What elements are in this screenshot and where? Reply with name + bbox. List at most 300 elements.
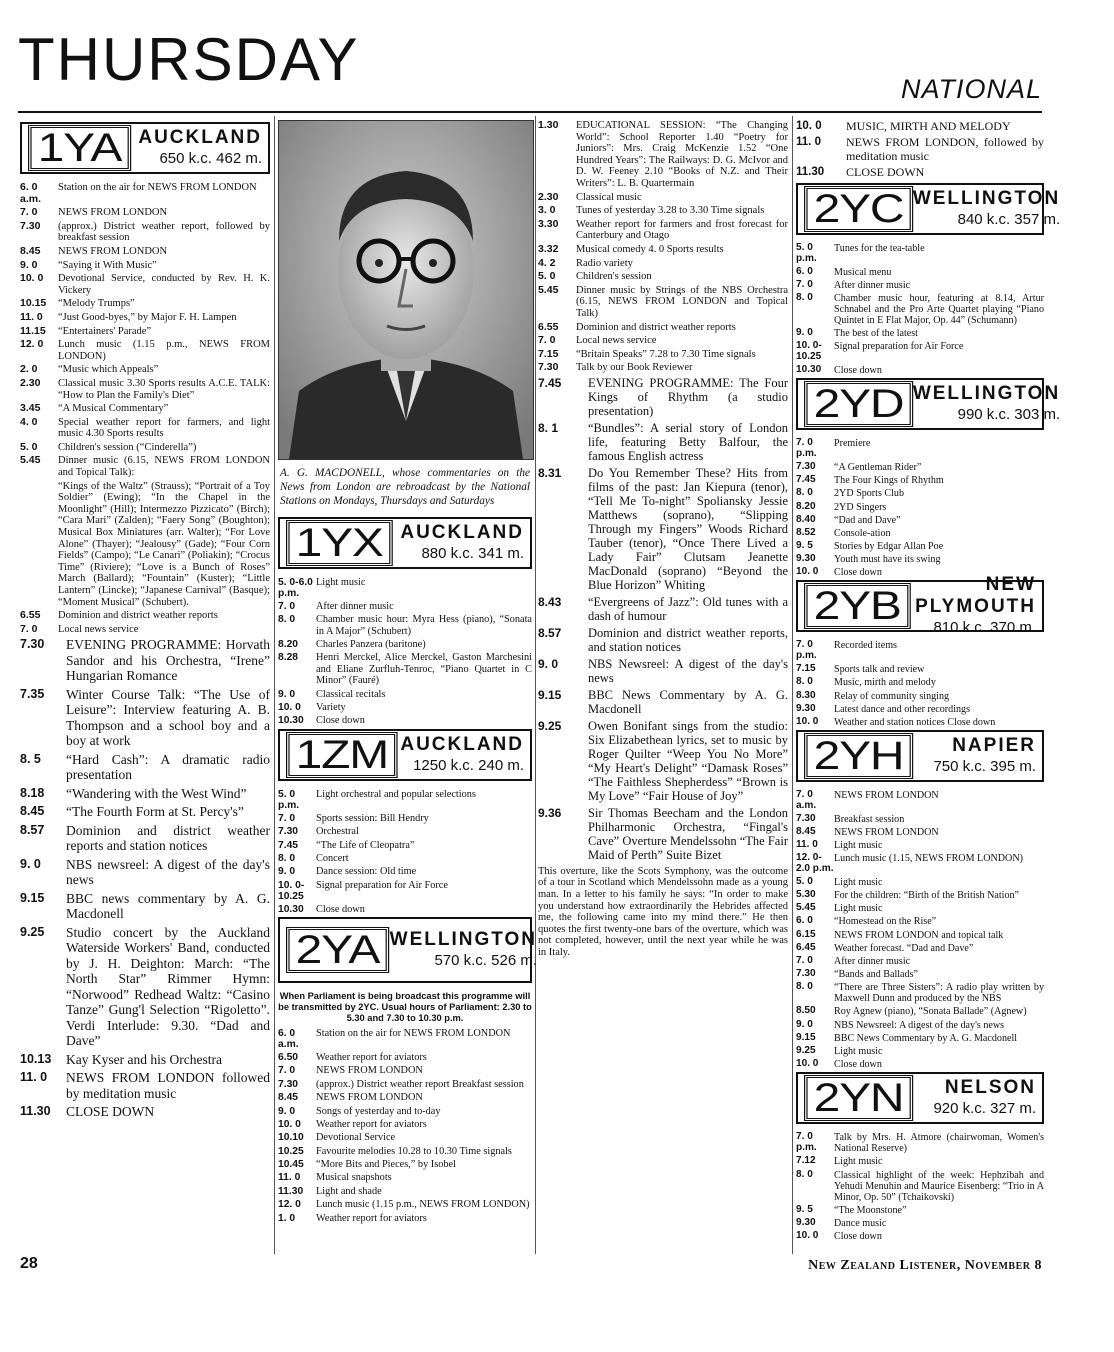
programme-entry [796,1218,1044,1229]
programme-entry [278,1065,532,1076]
publication-line: New Zealand Listener, November 8 [808,1258,1042,1273]
entry-time: 5. 0 [796,876,813,887]
programme-entry [796,1170,1044,1203]
entry-time: 8.50 [796,1005,816,1017]
entry-time: 2.30 [20,376,41,389]
entry-time: 7.15 [796,663,816,675]
entry-time: 12. 0-2.0 p.m. [796,852,834,875]
entry-text: NBS Newsreel: A digest of the day's news [588,656,788,685]
programme-entry [796,877,1044,888]
entry-text: “Saying it With Music” [58,259,157,271]
station-info [390,929,537,971]
entry-text: Music, mirth and melody [834,677,936,689]
entry-text: After dinner music [834,279,911,291]
entry-text: Variety [316,701,346,713]
programme-entry [796,969,1044,980]
programme-list [278,789,532,916]
entry-text: Dinner music (6.15, NEWS FROM LONDON and Topical Talk): [58,455,270,479]
entry-time: 7. 0 [20,206,38,219]
entry-time: 10. 0-10.25 [278,879,305,902]
entry-time: 7.30 [20,637,45,652]
entry-text: “Music which Appeals” [58,364,159,376]
programme-list [796,243,1044,377]
programme-entry [278,577,532,599]
entry-time: 3.32 [538,242,559,255]
entry-time: 7. 0 [796,278,813,290]
entry-text: MUSIC, MIRTH AND MELODY [846,119,1011,133]
entry-time: 5.45 [538,283,559,296]
programme-entry [796,677,1044,688]
programme-entry [278,853,532,864]
programme-entry [278,689,532,700]
entry-time: 11. 0 [796,839,818,851]
page-title: THURSDAY [18,26,360,93]
entry-time: 8.20 [278,639,299,651]
programme-entry [796,1205,1044,1216]
entry-text: After dinner music [316,600,394,612]
programme-entry [20,752,270,783]
station-name: WELLINGTON [912,383,1061,405]
entry-time: 7.30 [796,967,816,979]
entry-text: NEWS FROM LONDON [58,207,168,219]
entry-time: 10.15 [20,297,47,310]
programme-entry [538,335,788,347]
entry-text: Station on the air for NEWS FROM LONDON [58,182,257,193]
programme-entry [796,267,1044,278]
entry-text: “Melody Trumps” [58,298,135,310]
entry-text: Breakfast session [834,813,905,825]
entry-text: 2YD Sports Club [834,488,904,500]
station-info [913,188,1060,230]
entry-text: NEWS FROM LONDON [316,1065,423,1077]
station-logo: 2YD [804,381,913,427]
entry-text: For the children: “Birth of the British Nation” [834,890,1020,902]
entry-time: 5. 0-6.0 p.m. [278,576,313,599]
entry-text: Chamber music hour, featuring at 8.14, Artur Schnabel and the Pro Arte Quartet playing “Piano Quintet in E Flat Major, Op. 44” (Schumann) [834,292,1044,327]
programme-entry [20,481,270,609]
entry-text: Tunes of yesterday 3.28 to 3.30 Time signals [576,205,765,217]
programme-entry [20,273,270,296]
entry-text: Sports talk and review [834,664,925,676]
programme-entry [796,1132,1044,1154]
entry-time: 7. 0 [278,600,296,612]
entry-text: Chamber music hour: Myra Hess (piano), “Sonata in A Major” (Schubert) [316,614,532,637]
entry-text: After dinner music [834,955,911,967]
station-logo: 1YX [286,520,392,566]
entry-text: Lunch music (1.15 p.m., NEWS FROM LONDON) [58,339,270,362]
entry-time: 8.31 [538,465,562,480]
entry-time: 9. 0 [20,856,41,871]
entry-text: Console-ation [834,527,891,539]
station-header [278,917,537,983]
programme-entry [20,891,270,922]
entry-text: Relay of community singing [834,690,950,702]
station-frequency: 1250 k.c. 240 m. [413,756,524,774]
station-frequency: 920 k.c. 327 m. [933,1100,1036,1118]
programme-entry [796,120,1044,133]
station-frequency: 650 k.c. 462 m. [159,150,262,167]
programme-entry [278,702,532,713]
entry-text: 2YD Singers [834,501,887,513]
programme-entry [796,1059,1044,1070]
entry-time: 1.30 [538,119,559,131]
programme-entry [20,1104,270,1120]
entry-time: 7. 0 a.m. [796,788,817,811]
entry-time: 10. 0 [796,1230,819,1242]
station-name: AUCKLAND [138,127,262,148]
programme-entry [278,1213,532,1224]
station-logo: 1ZM [286,732,398,778]
entry-time: 9.30 [796,702,816,714]
entry-time: 9.25 [20,924,45,939]
entry-time: 7. 0 [538,334,556,347]
station-name: AUCKLAND [400,521,524,543]
entry-time: 9.15 [20,890,45,905]
programme-entry [278,904,532,915]
programme-entry [20,823,270,854]
programme-entry [538,466,788,592]
entry-time: 10. 0 [796,566,819,578]
entry-text: Local news service [58,623,139,635]
programme-entry [278,1159,532,1170]
entry-time: 8.57 [20,822,45,837]
entry-time: 10.25 [278,1145,304,1157]
entry-text: “Just Good-byes,” by Major F. H. Lampen [58,311,237,323]
programme-entry [278,1199,532,1210]
programme-entry [796,438,1044,460]
portrait-photo [278,120,534,460]
entry-text: NEWS FROM LONDON [834,826,939,838]
entry-time: 8.43 [538,594,562,609]
station-frequency: 810 k.c. 370 m. [933,619,1036,637]
entry-time: 7.30 [796,812,816,824]
entry-text: Station on the air for NEWS FROM LONDON [316,1027,511,1039]
programme-entry [796,943,1044,954]
entry-text: “A Musical Commentary” [58,403,169,415]
entry-text: Light music [834,1156,883,1168]
entry-text: Devotional Service, conducted by Rev. H. K. Vickery [58,273,270,296]
entry-text: EDUCATIONAL SESSION: “The Changing World”: School Reporter 1.40 “Poetry for Juniors”: Mrs. Craig McKenzie 1.52 “One Hundred Years”: The Railways: D. G. McIvor and D. W. Feeney 2.10 “Books of N.Z. and Their Writers”: L. B. Quartermain [576,120,788,189]
entry-text: Dominion and district weather reports [576,321,736,333]
entry-time: 5. 0 p.m. [796,241,817,264]
entry-text: Children's session [576,271,652,283]
programme-entry [278,840,532,851]
entry-text: EVENING PROGRAMME: Horvath Sandor and his Orchestra, “Irene” Hungarian Romance [66,637,270,684]
station-frequency: 570 k.c. 526 m. [434,952,537,970]
entry-time: 6.15 [796,928,816,940]
programme-entry [796,328,1044,339]
programme-entry [538,271,788,283]
entry-text: Do You Remember These? Hits from films of the past: Jan Kiepura (tenor), “Tell Me To-night” Spoliansky Jessie Matthews (soprano), “Slipping Through my Fingers” Woods Richard Tauber (tenor), “Once There Lived a Lady Fair” Clutsam Jeanette MacDonald (soprano) “Beyond the Blue Horizon” Whiting [588,465,788,592]
entry-text: NEWS FROM LONDON [316,1092,423,1104]
programme-entry [538,349,788,361]
entry-time: 7.30 [538,361,559,374]
entry-time: 7.30 [278,826,299,838]
station-info [397,734,524,776]
network-label: NATIONAL [900,74,1042,104]
entry-time: 3.45 [20,402,41,415]
entry-time: 7. 0 [278,1065,296,1077]
station-logo: 2YN [804,1075,913,1121]
entry-text: Close down [834,567,882,579]
station-name: NAPIER [952,734,1036,756]
programme-entry [796,1006,1044,1017]
programme-list [796,640,1044,728]
entry-time: 10. 0 [20,272,44,285]
station-frequency: 750 k.c. 395 m. [933,757,1036,775]
programme-list [538,120,788,374]
entry-text: Dinner music by Strings of the NBS Orchestra (6.15, NEWS FROM LONDON and Topical Talk) [576,284,788,319]
programme-entry [278,1106,532,1117]
entry-text: Close down [834,1058,882,1070]
entry-time: 10. 0 [796,715,819,727]
entry-time: 7.30 [278,1078,299,1090]
parliament-note: When Parliament is being broadcast this programme will be transmitted by 2YC. Usual hours of Parliament: 2.30 to 5.30 and 7.30 to 10.30 p.m. [278,991,532,1024]
programme-entry [796,640,1044,662]
entry-text: Musical menu [834,266,892,278]
programme-entry [278,715,532,726]
programme-entry [20,207,270,219]
entry-text: Light music [316,576,366,588]
entry-time: 9.36 [538,805,562,820]
entry-text: “Dad and Dave” [834,514,901,526]
entry-text: Talk by Mrs. H. Atmore (chairwoman, Women's National Reserve) [834,1132,1044,1155]
programme-entry [538,244,788,256]
entry-time: 7. 0 [278,812,296,824]
entry-time: 8.52 [796,526,816,538]
entry-time: 10.13 [20,1051,52,1066]
entry-time: 11. 0 [796,136,821,149]
programme-entry [796,664,1044,675]
entry-time: 3.30 [538,217,559,230]
entry-text: CLOSE DOWN [66,1104,155,1120]
programme-entry [796,691,1044,702]
programme-entry [796,475,1044,486]
entry-time: 7.45 [538,375,562,390]
entry-time: 9. 0 [20,258,38,271]
entry-text: “Bundles”: A serial story of London life, featuring Betty Balfour, the famous English actress [588,420,788,463]
programme-entry [20,637,270,684]
programme-entry [796,554,1044,565]
programme-entry [796,1231,1044,1242]
programme-entry [796,853,1044,875]
entry-time: 11. 0 [278,1172,301,1184]
programme-entry [538,205,788,217]
programme-entry [796,840,1044,851]
programme-entry [796,341,1044,363]
entry-text: Classical music [576,191,642,203]
entry-time: 5.45 [796,902,816,914]
entry-text: Stories by Edgar Allan Poe [834,541,944,553]
programme-entry [796,515,1044,526]
programme-entry [20,1052,270,1068]
entry-text: “Hard Cash”: A dramatic radio presentation [66,751,270,783]
entry-time: 6.55 [538,320,559,333]
programme-entry [796,956,1044,967]
entry-time: 5. 0 [20,440,38,453]
entry-text: Charles Panzera (baritone) [316,639,426,651]
entry-time: 7.15 [538,347,559,360]
entry-time: 8.45 [796,825,816,837]
entry-text: “Kings of the Waltz” (Strauss); “Portrait of a Toy Soldier” (Ewing); “In the Chapel in the Moonlight” (Hill); Intermezzo Pizzicato” (Birch); “Cara Mari” (Zalden); “Faery Song” (Boughton); Musical Box Miniatures (arr. Walter); “For Love Alone” (Thayer); “Jealousy” (Gade); “Four Corn Fields” (Campo); “Le Canari” (Poliakin); “Crocus Time” (Riviere); “Love is a Bunch of Roses” March (Ballard); “Fountain” (Kuster); “Little Lantern” (Lincke); “Japanese Carnival” (Basque); “Moment Musical” (Schubert). [58,480,270,608]
entry-time: 7.12 [796,1155,816,1167]
programme-entry [796,814,1044,825]
entry-text: Studio concert by the Auckland Waterside Workers' Band, conducted by J. H. Deighton: March: “The North Star” Rimmer Hymn: “Norwood” Redhead Waltz: “Casino Tanze” Gung'l Selection “Rigoletto”. Verdi Interlude: 9.30. “Dad and Dave” [66,924,270,1049]
entry-time: 11.30 [796,166,825,179]
station-header [796,183,1061,235]
entry-time: 8.18 [20,785,45,800]
entry-text: Classical highlight of the week: Hephzibah and Yehudi Menuhin and Maurice Eisenberg: “Trio in A Minor, Op. 50” (Tchaikovski) [834,1169,1044,1203]
entry-text: NEWS FROM LONDON, followed by meditation music [846,135,1044,163]
entry-text: Talk by our Book Reviewer [576,362,693,374]
entry-text: Dominion and district weather reports, and station notices [588,625,788,654]
entry-text: BBC News Commentary by A. G. Macdonell [588,687,788,716]
programme-entry [796,488,1044,499]
entry-text: Weather report for aviators [316,1212,427,1224]
entry-text: Weather forecast. “Dad and Dave” [834,942,974,954]
entry-time: 8. 0 [796,291,813,303]
programme-entry [278,601,532,612]
programme-entry [20,455,270,478]
programme-entry [278,1119,532,1130]
entry-time: 7. 0 p.m. [796,437,817,460]
entry-text: EVENING PROGRAMME: The Four Kings of Rhythm (a studio presentation) [588,375,788,418]
photo-caption: A. G. MACDONELL, whose commentaries on the News from London are rebroadcast by the National Stations on Mondays, Thursdays and Saturdays [280,467,530,508]
station-name: NEW PLYMOUTH [915,574,1036,618]
entry-time: 9.30 [796,1217,816,1229]
programme-list [278,1028,532,1224]
entry-time: 8.28 [278,652,299,664]
entry-text: NEWS FROM LONDON and topical talk [834,929,1004,941]
entry-time: 7. 0 p.m. [796,639,817,662]
entry-text: Signal preparation for Air Force [316,879,448,891]
station-info [913,383,1060,425]
programme-entry [796,462,1044,473]
entry-time: 11.30 [20,1104,51,1119]
entry-text: Weather and station notices Close down [834,716,996,728]
station-logo: 2YC [804,186,913,232]
entry-time: 6.55 [20,609,41,622]
entry-time: 9. 0 [796,327,813,339]
programme-entry [20,624,270,636]
station-name: NELSON [944,1077,1036,1099]
entry-text: Premiere [834,438,871,450]
entry-time: 9.30 [796,553,816,565]
programme-entry [796,790,1044,812]
entry-text: “The Life of Cleopatra” [316,839,415,851]
entry-time: 8.20 [796,500,816,512]
programme-entry [20,260,270,272]
station-logo: 2YH [804,733,913,779]
entry-time [20,481,58,609]
entry-text: Light orchestral and popular selections [316,788,476,800]
programme-list [796,790,1044,1070]
entry-time: 9. 0 [278,688,296,700]
entry-text: Songs of yesterday and to-day [316,1105,441,1117]
programme-entry [538,322,788,334]
entry-text: (approx.) District weather report Breakfast session [316,1078,524,1090]
programme-list [20,637,270,1120]
entry-text: Sports session: Bill Hendry [316,812,429,824]
station-header [796,378,1061,430]
programme-entry [278,880,532,902]
programme-entry [796,930,1044,941]
programme-entry [796,280,1044,291]
entry-time: 10. 0-10.25 [796,340,822,363]
entry-text: Owen Bonifant sings from the studio: Six Elizabethean lyrics, set to music by Roger Quilter “Weep You No More” “My Heart's Delight” “Damask Roses” “The Faithless Shepherdess” “Brown is My Love” “Fair House of Joy” [588,718,788,803]
column-divider [792,116,793,1254]
entry-time: 8. 0 [796,981,813,993]
entry-time: 7. 0 [20,622,38,635]
column-3 [538,120,788,959]
entry-text: “Evergreens of Jazz”: Old tunes with a dash of humour [588,594,788,623]
entry-time: 7.30 [796,461,816,473]
programme-entry [538,595,788,623]
entry-text: Favourite melodies 10.28 to 10.30 Time signals [316,1145,512,1157]
programme-entry [278,1079,532,1090]
station-name: AUCKLAND [400,733,524,755]
programme-entry [538,285,788,320]
station-frequency: 880 k.c. 341 m. [421,544,524,562]
programme-entry [796,717,1044,728]
programme-entry [538,362,788,374]
entry-time: 10. 0 [796,1057,819,1069]
programme-list [278,577,532,727]
entry-time: 12. 0 [278,1199,301,1211]
entry-text: BBC News Commentary by A. G. Macdonell [834,1032,1018,1044]
programme-entry [20,312,270,324]
station-info [913,735,1036,777]
programme-entry [796,528,1044,539]
programme-entry [278,866,532,877]
entry-time: 12. 0 [20,338,44,351]
programme-entry [796,365,1044,376]
entry-time: 9. 0 [278,1105,296,1117]
programme-entry [20,442,270,454]
entry-text: Henri Merckel, Alice Merckel, Gaston Marchesini and Eliane Zurfluh-Tenroc, “Piano Quartet in C Minor” (Fauré) [316,652,532,687]
entry-time: 4. 2 [538,256,556,269]
entry-time: 5. 0 [538,270,556,283]
entry-text: NEWS FROM LONDON followed by meditation music [66,1070,270,1101]
station-frequency: 840 k.c. 357 m. [957,210,1061,228]
station-logo: 2YB [804,583,910,629]
entry-text: “A Gentleman Rider” [834,462,922,474]
station-info [393,522,524,564]
entry-text: CLOSE DOWN [846,165,925,180]
entry-time: 5. 0 p.m. [278,788,300,811]
entry-time: 7. 0 p.m. [796,1131,817,1154]
programme-entry [796,827,1044,838]
entry-text: Kay Kyser and his Orchestra [66,1051,222,1067]
programme-entry [538,192,788,204]
column-4 [796,119,1061,1244]
programme-entry [278,1132,532,1143]
entry-time: 9.25 [796,1044,816,1056]
programme-entry [20,804,270,820]
entry-text: Radio variety [576,257,633,269]
entry-text: Dominion and district weather reports [58,610,218,622]
station-info [911,574,1036,638]
programme-entry [538,120,788,190]
entry-time: 10.30 [796,364,822,376]
entry-time: 1. 0 [278,1212,296,1224]
entry-time: 2.30 [538,190,559,203]
entry-time: 7.45 [796,474,816,486]
programme-entry [278,614,532,637]
entry-text: NBS newsreel: A digest of the day's news [66,856,270,888]
programme-entry [278,652,532,686]
entry-time: 9. 0 [538,656,559,671]
